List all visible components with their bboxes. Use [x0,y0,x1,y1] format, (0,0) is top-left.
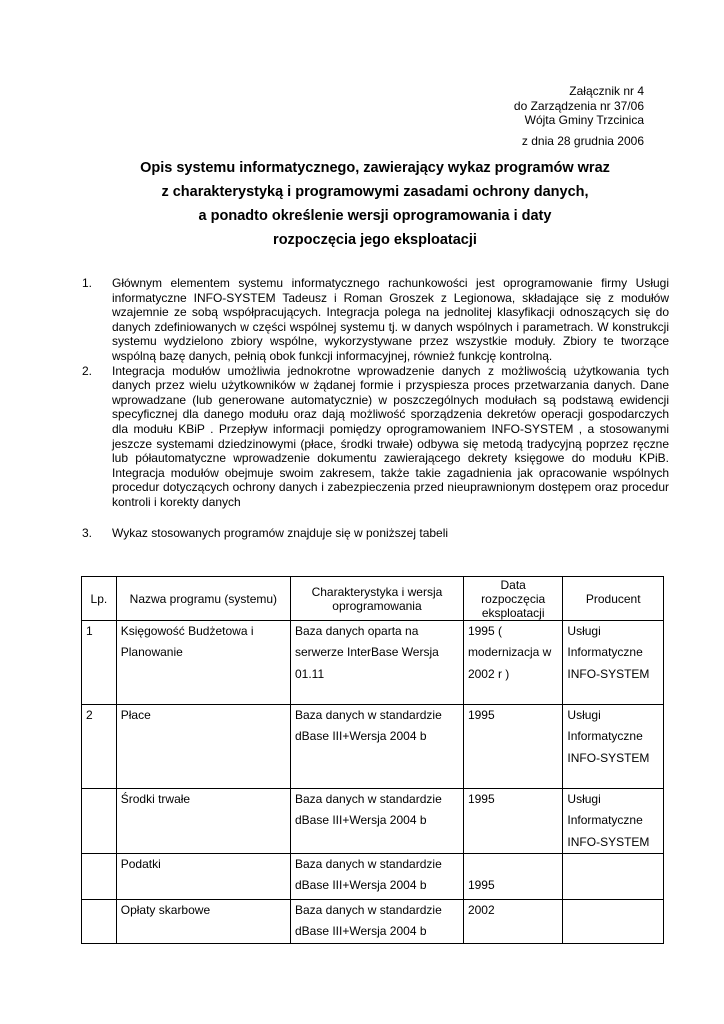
list-item [82,526,669,541]
table-row [82,853,664,899]
cell-characteristics: Baza danych w standardzie dBase III+Wersja 2004 b [290,705,463,789]
table-header-row [82,577,664,621]
programs-table [81,576,664,944]
title-line-4: rozpoczęcia jego eksploatacji [273,232,477,248]
table-row [82,789,664,854]
cell-start-date: 1995 ( modernizacja w 2002 r ) [463,621,562,705]
header-producer: Producent [563,577,664,621]
cell-name: Podatki [116,853,290,899]
document-header [514,84,644,148]
header-start-date: Data rozpoczęcia eksploatacji [463,577,562,621]
table-row [82,621,664,705]
cell-start-date: 1995 [463,705,562,789]
cell-start-date: 1995 [467,877,495,892]
list-item [82,364,669,510]
cell-producer [563,899,664,943]
cell-lp: 1 [82,621,117,705]
cell-start-date: 1995 [463,789,562,854]
cell-producer: Usługi Informatyczne INFO-SYSTEM [563,789,664,854]
annex-number: Załącznik nr 4 [569,84,644,98]
cell-characteristics: Baza danych w standardzie dBase III+Wersja 2004 b [290,853,463,899]
issuer: Wójta Gminy Trzcinica [524,113,644,127]
list-text: Integracja modułów umożliwia jednokrotne wprowadzenie danych z możliwością użytkowania tych danych przez wielu użytkowników w żądanej formie i przyspiesza proces przetwarzania danych. Dane wprowadzane (lub generowane automatycznie) w poszczególnych modułach są podstawą ewidencji specyficznej dla danego modułu oraz dają możliwość sporządzenia dekretów operacji gospodarczych dla modułu KBiP . Przepływ informacji pomiędzy oprogramowaniem INFO-SYSTEM , a stosowanymi jeszcze systemami dziedzinowymi (płace, środki trwałe) odbywa się metodą tradycyjną poprzez ręczne lub półautomatyczne wprowadzenie dokumentu zawierającego dekrety księgowe do modułu KPiB. Integracja modułów obejmuje swoim zakresem, także takie zagadnienia jak opracowanie wspólnych procedur dotyczących ochrony danych i zabezpieczenia przed nieuprawnionym dostępem oraz procedur kontroli i korekty danych [112,363,669,509]
cell-name: Księgowość Budżetowa i Planowanie [116,621,290,705]
table-row [82,705,664,789]
cell-lp [82,899,117,943]
title-line-2: z charakterystyką i programowymi zasadami ochrony danych, [161,184,589,200]
document-date: z dnia 28 grudnia 2006 [521,133,644,148]
list-text: Wykaz stosowanych programów znajduje się w poniższej tabeli [112,525,449,540]
cell-name: Płace [116,705,290,789]
title-line-1: Opis systemu informatycznego, zawierający wykaz programów wraz [140,160,610,176]
cell-start-date: 2002 [463,899,562,943]
cell-producer [563,853,664,899]
numbered-list [82,276,669,540]
cell-name: Środki trwałe [116,789,290,854]
header-name: Nazwa programu (systemu) [116,577,290,621]
list-text: Głównym elementem systemu informatycznego rachunkowości jest oprogramowanie firmy Usługi informatyczne INFO-SYSTEM Tadeusz i Roman Groszek z Legionowa, składające się z modułów wzajemnie ze sobą współpracujących. Integracja polega na jednolitej klasyfikacji odnoszących się do danych zdefiniowanych w części wspólnej systemu tj. w danych wspólnych i parametrach. W konstrukcji systemu wydzielono zbiory wspólne, wykorzystywane przez wszystkie moduły. Zbiory te tworzące wspólną bazę danych, pełnią obok funkcji informacyjnej, również funkcję kontrolną. [112,276,669,363]
cell-lp: 2 [82,705,117,789]
list-number: 1. [82,276,93,290]
cell-lp [82,789,117,854]
cell-characteristics: Baza danych oparta na serwerze InterBase Wersja 01.11 [290,621,463,705]
cell-characteristics: Baza danych w standardzie dBase III+Wersja 2004 b [290,899,463,943]
cell-lp [82,853,117,899]
header-characteristics: Charakterystyka i wersja oprogramowania [290,577,463,621]
list-item [82,276,669,364]
cell-producer: Usługi Informatyczne INFO-SYSTEM [563,705,664,789]
list-number: 2. [82,363,93,378]
document-title [80,156,670,252]
list-number: 3. [82,525,93,540]
cell-name: Opłaty skarbowe [116,899,290,943]
cell-producer: Usługi Informatyczne INFO-SYSTEM [563,621,664,705]
regulation-number: do Zarządzenia nr 37/06 [513,98,644,113]
title-line-3: a ponadto określenie wersji oprogramowania i daty [198,208,552,224]
header-lp: Lp. [82,577,117,621]
table-row [82,899,664,943]
cell-characteristics: Baza danych w standardzie dBase III+Wersja 2004 b [290,789,463,854]
